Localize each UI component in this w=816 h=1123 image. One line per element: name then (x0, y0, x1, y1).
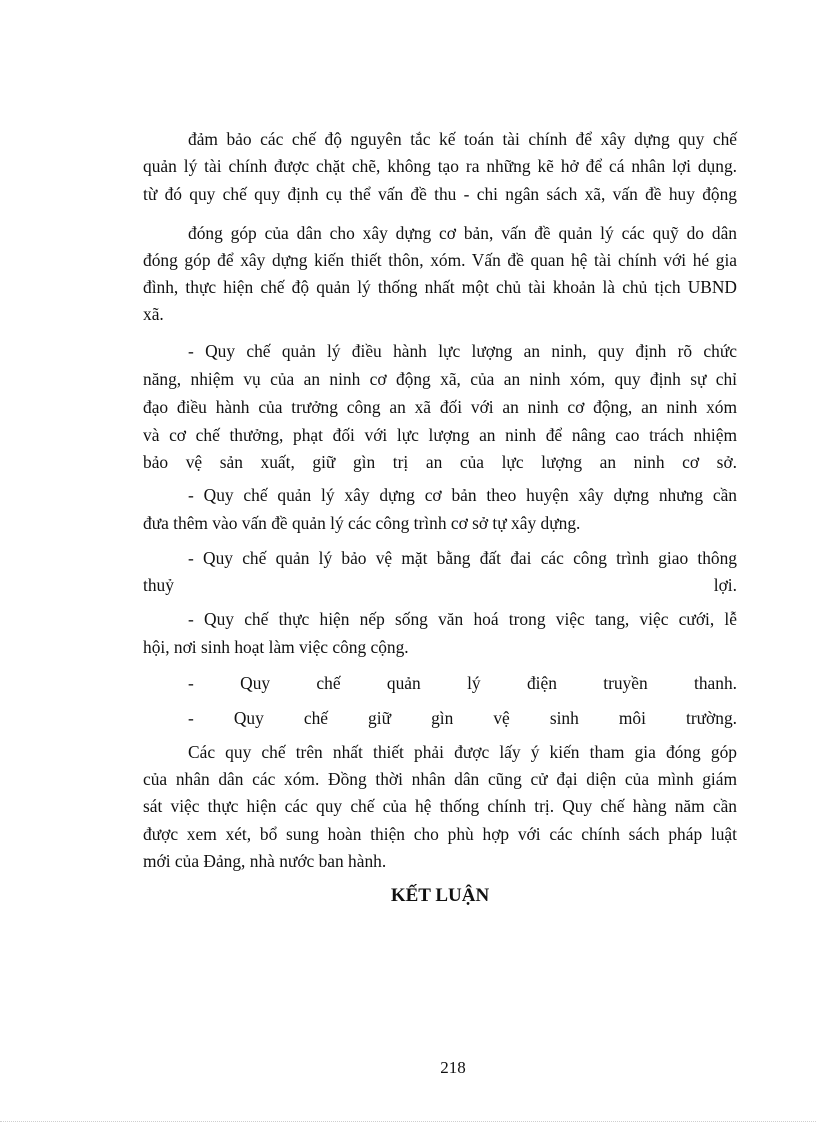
page-bottom-divider (0, 1121, 816, 1122)
body-text-line: - Quy chế quản lý bảo vệ mặt bằng đất đai các công trình giao thông (188, 548, 737, 568)
body-text-line: bảo vệ sản xuất, giữ gìn trị an của lực lượng an ninh cơ sở. (143, 452, 737, 472)
body-text-line: thuỷ lợi. (143, 575, 737, 595)
body-text-line: mới của Đảng, nhà nước ban hành. (143, 851, 387, 871)
body-text-line: được xem xét, bổ sung hoàn thiện cho phù hợp với các chính sách pháp luật (143, 824, 737, 844)
body-text-line: - Quy chế thực hiện nếp sống văn hoá trong việc tang, việc cưới, lễ (188, 609, 737, 629)
body-text-line: xã. (143, 304, 164, 324)
body-text-line: đóng góp của dân cho xây dựng cơ bản, vấn đề quản lý các quỹ do dân (188, 223, 737, 243)
body-text-line: sát việc thực hiện các quy chế của hệ thống chính trị. Quy chế hàng năm cần (143, 796, 737, 816)
body-text-line: Các quy chế trên nhất thiết phải được lấy ý kiến tham gia đóng góp (188, 742, 737, 762)
body-text-line: - Quy chế quản lý điện truyền thanh. (188, 673, 737, 693)
body-text-line: đưa thêm vào vấn đề quản lý các công trình cơ sở tự xây dựng. (143, 513, 581, 533)
body-text-line: đình, thực hiện chế độ quản lý thống nhất một chủ tài khoản là chủ tịch UBND (143, 277, 737, 297)
body-text-line: đóng góp để xây dựng kiến thiết thôn, xóm. Vấn đề quan hệ tài chính với hé gia (143, 250, 737, 270)
body-text-line: của nhân dân các xóm. Đồng thời nhân dân cũng cử đại diện của mình giám (143, 769, 737, 789)
body-text-line: hội, nơi sinh hoạt làm việc công cộng. (143, 637, 409, 657)
body-text-line: - Quy chế quản lý điều hành lực lượng an ninh, quy định rõ chức (188, 341, 737, 361)
body-text-line: quản lý tài chính được chặt chẽ, không tạo ra những kẽ hở để cá nhân lợi dụng. (143, 156, 737, 176)
body-text-line: đạo điều hành của trưởng công an xã đối với an ninh cơ động, an ninh xóm (143, 397, 737, 417)
body-text-line: - Quy chế quản lý xây dựng cơ bản theo huyện xây dựng nhưng cần (188, 485, 737, 505)
page-number: 218 (440, 1058, 466, 1077)
body-text-line: và cơ chế thưởng, phạt đối với lực lượng an ninh để nâng cao trách nhiệm (143, 425, 737, 445)
body-text-line: năng, nhiệm vụ của an ninh cơ động xã, của an ninh xóm, quy định sự chỉ (143, 369, 737, 389)
body-text-line: từ đó quy chế quy định cụ thể vấn đề thu - chi ngân sách xã, vấn đề huy động (143, 184, 737, 204)
section-heading: KẾT LUẬN (390, 885, 490, 906)
body-text-line: - Quy chế giữ gìn vệ sinh môi trường. (188, 708, 737, 728)
body-text-line: đảm bảo các chế độ nguyên tắc kế toán tài chính để xây dựng quy chế (188, 129, 737, 149)
